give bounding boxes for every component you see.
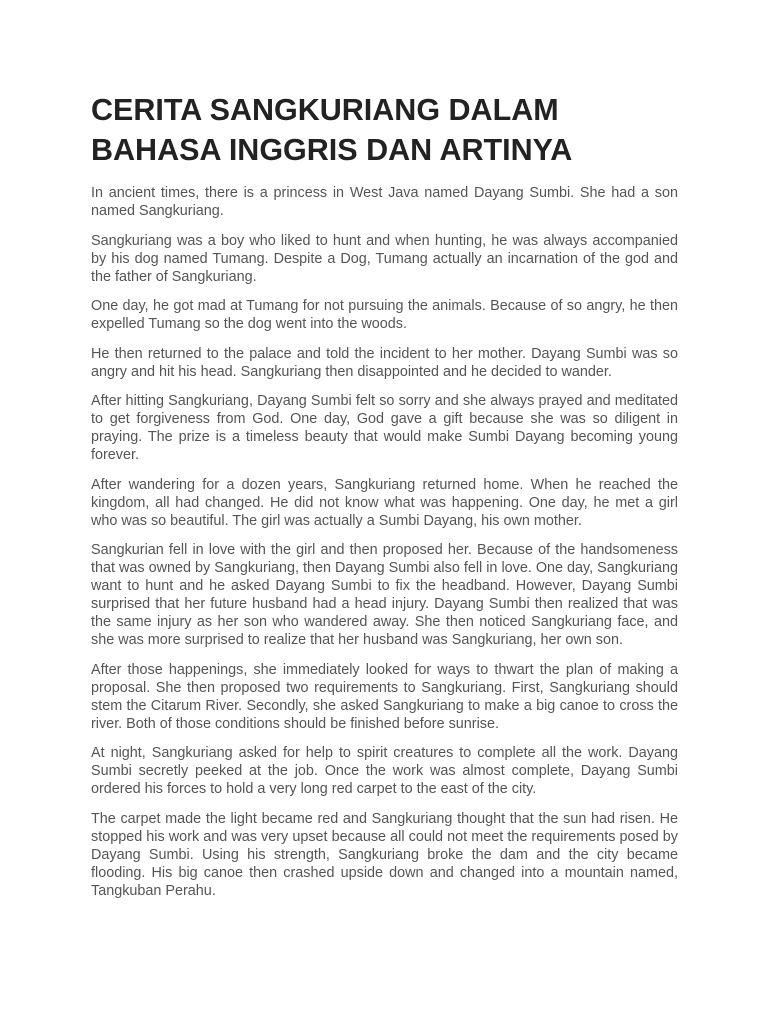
paragraph-10: The carpet made the light became red and Sangkuriang thought that the sun had risen. He stopped his work and was very upset because all could not meet the requirements posed by Dayang Sumbi. Using his strength, Sangkuriang broke the dam and the city became flooding. His big canoe then crashed upside down and changed into a mountain named, Tangkuban Perahu. — [91, 810, 678, 899]
title-line-2: BAHASA INGGRIS DAN ARTINYA — [91, 133, 573, 167]
paragraph-9: At night, Sangkuriang asked for help to spirit creatures to complete all the work. Dayang Sumbi secretly peeked at the job. Once the work was almost complete, Dayang Sumbi ordered his forces to hold a very long red carpet to the east of the city. — [91, 745, 678, 797]
paragraph-6: After wandering for a dozen years, Sangkuriang returned home. When he reached the kingdom, all had changed. He did not know what was happening. One day, he met a girl who was so beautiful. The girl was actually a Sumbi Dayang, his own mother. — [91, 476, 678, 529]
paragraph-2: Sangkuriang was a boy who liked to hunt and when hunting, he was always accompanied by his dog named Tumang. Despite a Dog, Tumang actually an incarnation of the god and the father of Sangkuriang. — [91, 232, 678, 285]
title-line-1: CERITA SANGKURIANG DALAM — [91, 93, 559, 127]
paragraph-5: After hitting Sangkuriang, Dayang Sumbi felt so sorry and she always prayed and meditated to get forgiveness from God. One day, God gave a gift because she was so diligent in praying. The prize is a timeless beauty that would make Sumbi Dayang becoming young forever. — [91, 393, 678, 463]
document-page — [91, 90, 678, 911]
paragraph-8: After those happenings, she immediately looked for ways to thwart the plan of making a proposal. She then proposed two requirements to Sangkuriang. First, Sangkuriang should stem the Citarum River. Secondly, she asked Sangkuriang to make a big canoe to cross the river. Both of those conditions should be finished before sunrise. — [91, 661, 678, 732]
paragraph-4: He then returned to the palace and told the incident to her mother. Dayang Sumbi was so angry and hit his head. Sangkuriang then disappointed and he decided to wander. — [91, 345, 678, 380]
document-title — [91, 90, 678, 170]
paragraph-1: In ancient times, there is a princess in West Java named Dayang Sumbi. She had a son named Sangkuriang. — [91, 185, 678, 219]
paragraph-7: Sangkurian fell in love with the girl and then proposed her. Because of the handsomeness that was owned by Sangkuriang, then Dayang Sumbi also fell in love. One day, Sangkuriang want to hunt and he asked Dayang Sumbi to fix the headband. However, Dayang Sumbi surprised that her future husband had a head injury. Dayang Sumbi then realized that was the same injury as her son who wandered away. She then noticed Sangkuriang face, and she was more surprised to realize that her husband was Sangkuriang, her own son. — [91, 542, 678, 648]
paragraph-3: One day, he got mad at Tumang for not pursuing the animals. Because of so angry, he then expelled Tumang so the dog went into the woods. — [91, 298, 678, 332]
